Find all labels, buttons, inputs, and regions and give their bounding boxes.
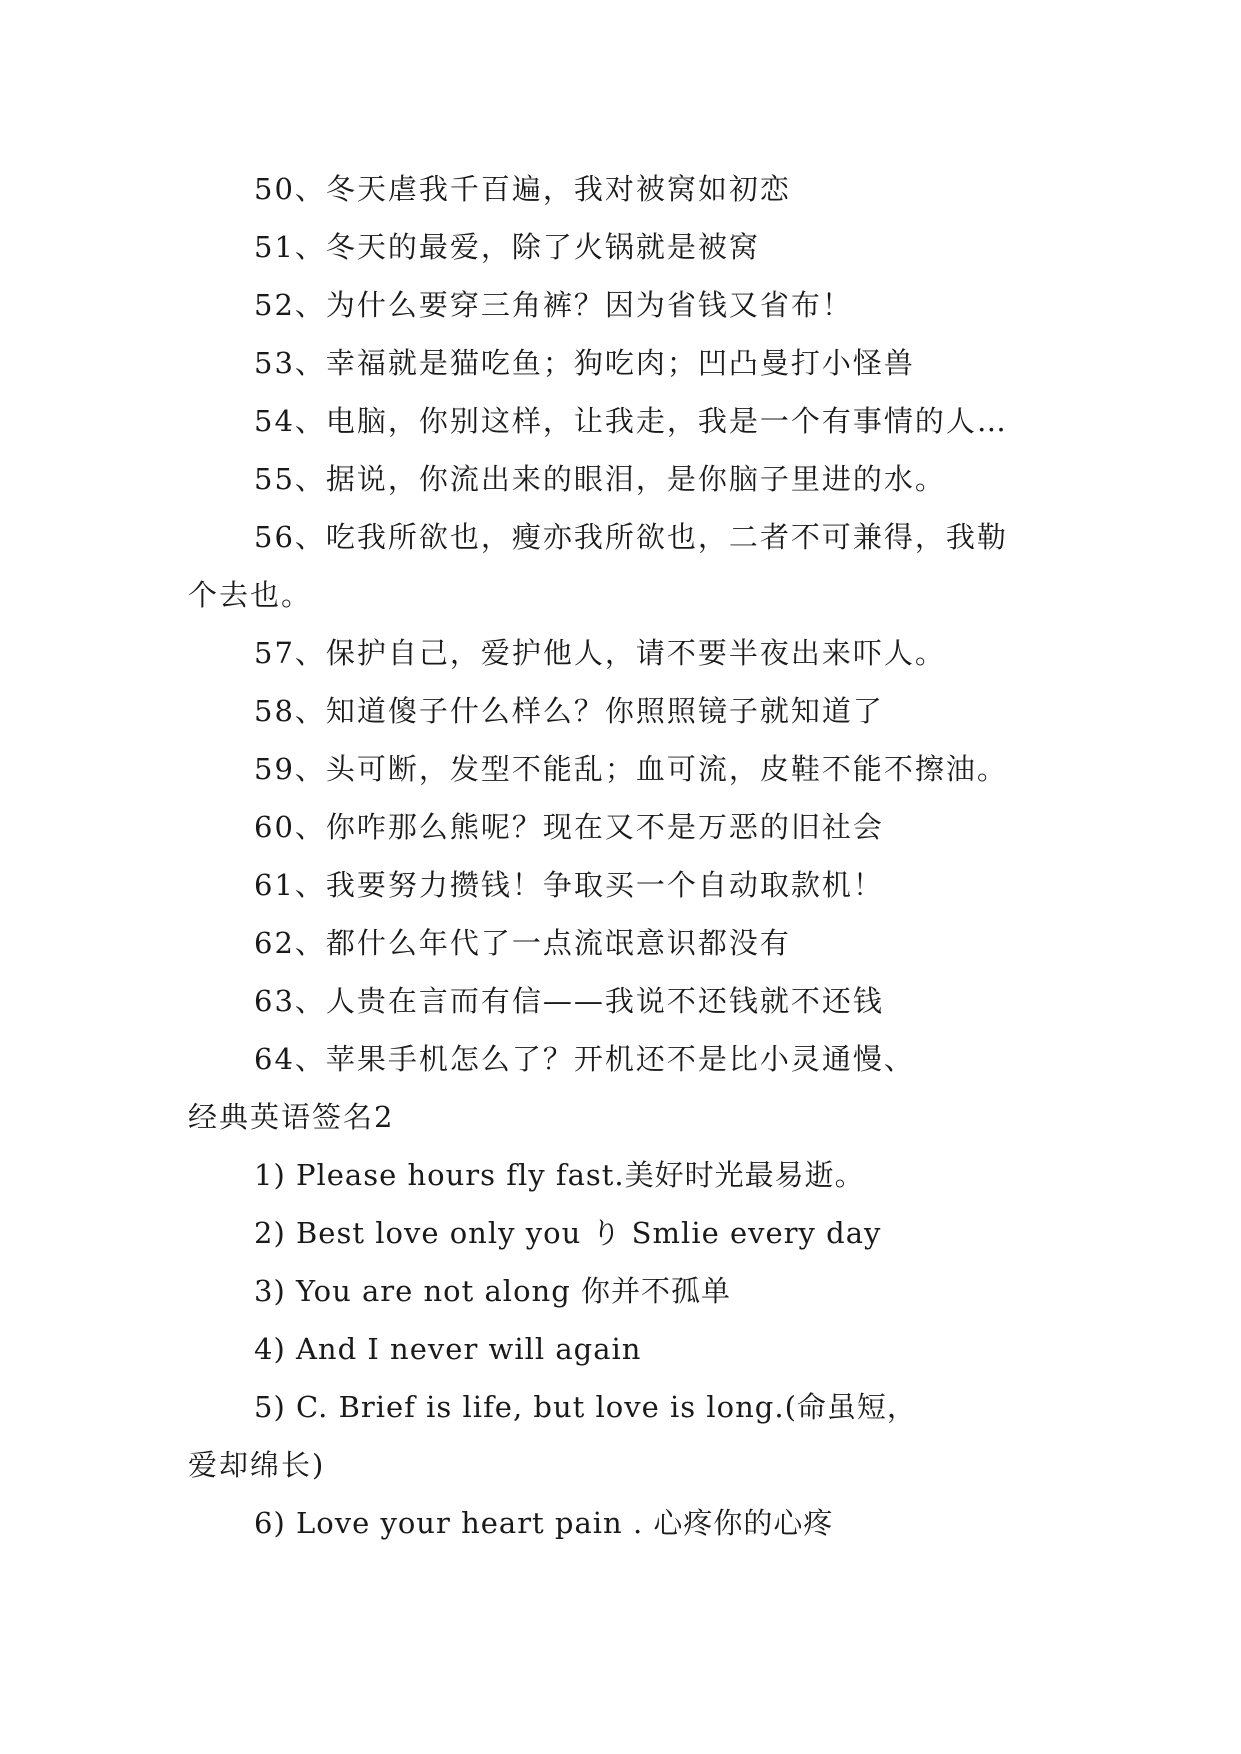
list-item: 5) C. Brief is life, but love is long.(命虽短， bbox=[254, 1390, 917, 1424]
list-item: 55、据说，你流出来的眼泪，是你脑子里进的水。 bbox=[254, 462, 946, 496]
section-heading: 经典英语签名2 bbox=[188, 1100, 395, 1134]
list-item: 60、你咋那么熊呢？现在又不是万恶的旧社会 bbox=[254, 810, 884, 844]
list-item: 64、苹果手机怎么了？开机还不是比小灵通慢、 bbox=[254, 1042, 915, 1076]
list-item: 61、我要努力攒钱！争取买一个自动取款机！ bbox=[254, 868, 884, 902]
list-item-continuation: 个去也。 bbox=[188, 578, 313, 612]
list-item: 52、为什么要穿三角裤？因为省钱又省布！ bbox=[254, 288, 853, 322]
list-item: 51、冬天的最爱，除了火锅就是被窝 bbox=[254, 230, 760, 264]
list-item: 1) Please hours fly fast.美好时光最易逝。 bbox=[254, 1158, 865, 1192]
list-item: 62、都什么年代了一点流氓意识都没有 bbox=[254, 926, 791, 960]
list-item-continuation: 爱却绵长) bbox=[188, 1448, 326, 1482]
list-item: 4) And I never will again bbox=[254, 1332, 642, 1366]
list-item: 59、头可断，发型不能乱；血可流，皮鞋不能不擦油。 bbox=[254, 752, 1008, 786]
list-item: 6) Love your heart pain . 心疼你的心疼 bbox=[254, 1506, 834, 1540]
list-item: 3) You are not along 你并不孤单 bbox=[254, 1274, 731, 1308]
list-item: 53、幸福就是猫吃鱼；狗吃肉；凹凸曼打小怪兽 bbox=[254, 346, 915, 380]
list-item: 50、冬天虐我千百遍，我对被窝如初恋 bbox=[254, 172, 791, 206]
list-item: 63、人贵在言而有信——我说不还钱就不还钱 bbox=[254, 984, 884, 1018]
list-item: 57、保护自己，爱护他人，请不要半夜出来吓人。 bbox=[254, 636, 946, 670]
list-item: 2) Best love only you り Smlie every day bbox=[254, 1216, 882, 1250]
list-item: 54、电脑，你别这样，让我走，我是一个有事情的人… bbox=[254, 404, 1008, 438]
list-item: 56、吃我所欲也，瘦亦我所欲也，二者不可兼得，我勒 bbox=[254, 520, 1008, 554]
document-body bbox=[188, 160, 1088, 1552]
list-item: 58、知道傻子什么样么？你照照镜子就知道了 bbox=[254, 694, 884, 728]
